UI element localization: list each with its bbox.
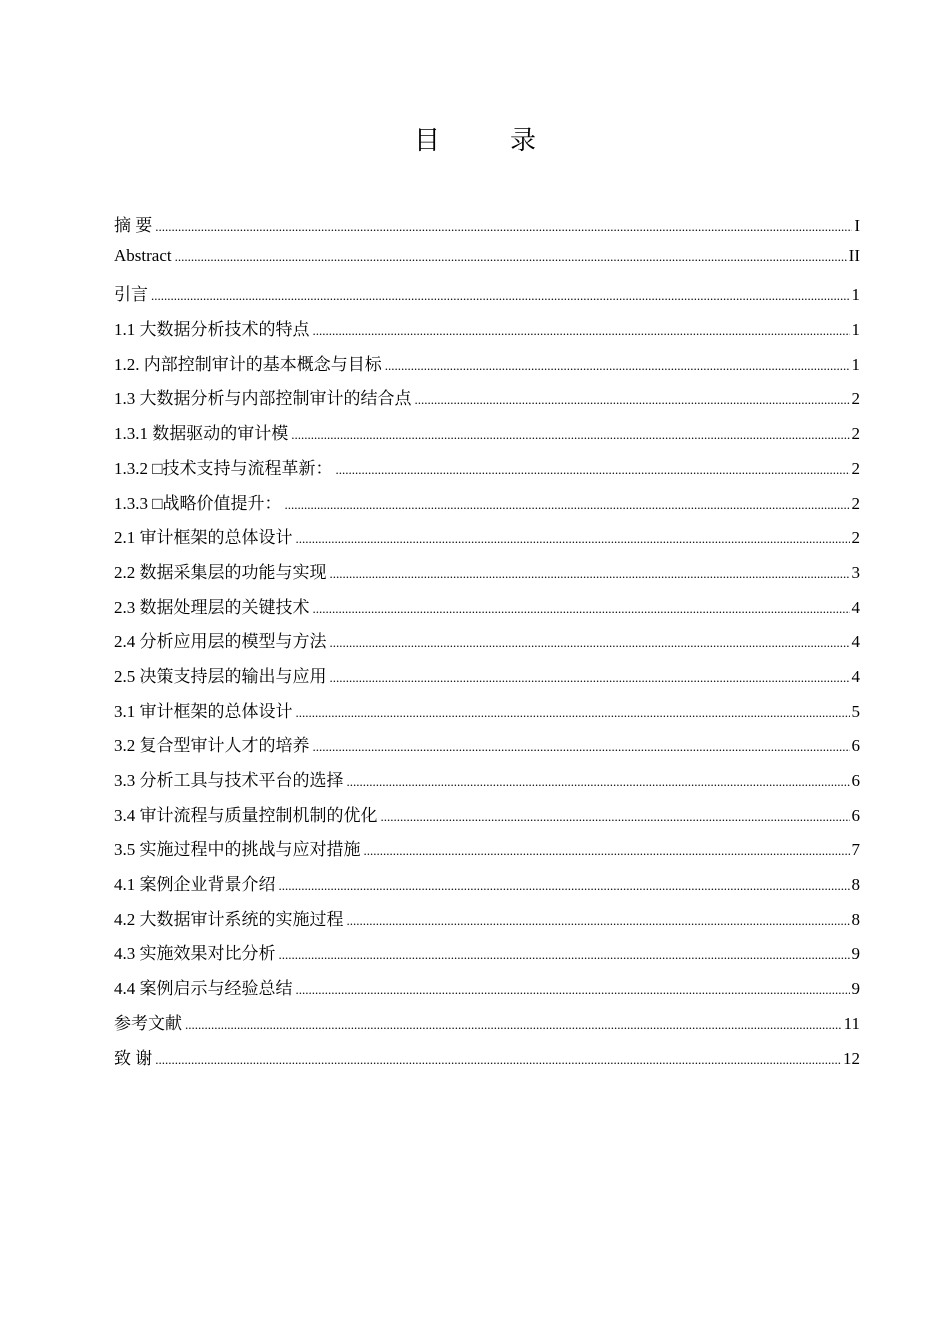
toc-entry-page: 12 — [843, 1048, 860, 1068]
toc-entry-1-3-2[interactable] — [114, 454, 860, 489]
toc-entry-3-4[interactable] — [114, 801, 860, 836]
toc-entry-label: 2.2 数据采集层的功能与实现 — [114, 562, 327, 582]
toc-entry-label: 2.5 决策支持层的输出与应用 — [114, 666, 327, 686]
toc-leader-dots — [296, 982, 850, 998]
toc-entry-page: 2 — [851, 528, 860, 548]
toc-leader-dots — [155, 219, 852, 235]
toc-leader-dots — [185, 1017, 842, 1033]
toc-entry-2-5[interactable] — [114, 662, 860, 697]
toc-entry-2-3[interactable] — [114, 593, 860, 628]
toc-entry-page: 2 — [851, 424, 860, 444]
toc-entry-label: 1.3.3 □战略价值提升： — [114, 493, 282, 513]
toc-leader-dots — [279, 947, 850, 963]
toc-entry-1-1[interactable] — [114, 315, 860, 350]
toc-entry-label: 4.2 大数据审计系统的实施过程 — [114, 909, 344, 929]
toc-entry-1-3-1[interactable] — [114, 419, 860, 454]
toc-leader-dots — [313, 739, 850, 755]
toc-leader-dots — [364, 843, 850, 859]
toc-entry-label: 1.3.1 数据驱动的审计模 — [114, 424, 289, 444]
toc-leader-dots — [313, 601, 850, 617]
toc-entry-4-4[interactable] — [114, 974, 860, 1009]
toc-leader-dots — [347, 913, 850, 929]
toc-entry-3-2[interactable] — [114, 731, 860, 766]
toc-entry-references[interactable] — [114, 1009, 860, 1044]
toc-leader-dots — [296, 705, 850, 721]
toc-leader-dots — [385, 358, 850, 374]
toc-entry-label: 3.5 实施过程中的挑战与应对措施 — [114, 840, 361, 860]
toc-entry-acknowledgements[interactable] — [114, 1044, 860, 1079]
toc-entry-page: 8 — [851, 875, 860, 895]
toc-entry-1-3[interactable] — [114, 384, 860, 419]
toc-entry-page: 8 — [851, 909, 860, 929]
toc-entry-introduction[interactable] — [114, 280, 860, 315]
toc-list — [114, 211, 860, 1078]
toc-leader-dots — [330, 670, 850, 686]
toc-entry-page: 1 — [851, 320, 860, 340]
toc-entry-label: 4.1 案例企业背景介绍 — [114, 875, 276, 895]
toc-entry-4-3[interactable] — [114, 939, 860, 974]
toc-entry-label: 3.1 审计框架的总体设计 — [114, 701, 293, 721]
toc-entry-page: II — [848, 245, 860, 265]
toc-leader-dots — [415, 392, 850, 408]
toc-entry-page: I — [854, 216, 860, 235]
toc-entry-4-2[interactable] — [114, 905, 860, 940]
toc-entry-3-3[interactable] — [114, 766, 860, 801]
toc-leader-dots — [336, 462, 850, 478]
toc-entry-label: 1.3 大数据分析与内部控制审计的结合点 — [114, 389, 412, 409]
toc-leader-dots — [347, 774, 850, 790]
toc-entry-2-2[interactable] — [114, 558, 860, 593]
toc-leader-dots — [296, 531, 850, 547]
toc-entry-page: 9 — [851, 979, 860, 999]
toc-leader-dots — [155, 1052, 841, 1068]
toc-entry-label: 3.3 分析工具与技术平台的选择 — [114, 771, 344, 790]
toc-entry-page: 6 — [851, 805, 860, 825]
toc-leader-dots — [279, 878, 850, 894]
toc-entry-label: 4.3 实施效果对比分析 — [114, 944, 276, 964]
toc-entry-page: 2 — [851, 458, 860, 478]
toc-leader-dots — [381, 809, 850, 825]
toc-entry-label: 3.4 审计流程与质量控制机制的优化 — [114, 805, 378, 825]
toc-entry-page: 9 — [851, 944, 860, 964]
toc-entry-page: 4 — [851, 597, 860, 617]
toc-entry-label: 致 谢 — [114, 1048, 153, 1068]
toc-leader-dots — [175, 249, 847, 265]
toc-leader-dots — [291, 427, 849, 443]
toc-entry-page: 6 — [851, 771, 860, 790]
toc-entry-label: 引言 — [114, 285, 148, 305]
toc-entry-2-1[interactable] — [114, 523, 860, 558]
toc-entry-3-1[interactable] — [114, 697, 860, 732]
toc-entry-page: 11 — [843, 1013, 860, 1033]
toc-entry-page: 5 — [851, 701, 860, 721]
toc-entry-label: 2.1 审计框架的总体设计 — [114, 528, 293, 548]
toc-entry-2-4[interactable] — [114, 627, 860, 662]
toc-entry-3-5[interactable] — [114, 835, 860, 870]
toc-leader-dots — [285, 497, 850, 513]
toc-entry-label: 摘 要 — [114, 216, 153, 235]
toc-entry-page: 2 — [851, 389, 860, 409]
toc-entry-label: 2.3 数据处理层的关键技术 — [114, 597, 310, 617]
toc-entry-label: 2.4 分析应用层的模型与方法 — [114, 632, 327, 652]
toc-entry-1-2[interactable] — [114, 350, 860, 385]
toc-entry-page: 1 — [851, 354, 860, 374]
toc-entry-page: 6 — [851, 736, 860, 756]
toc-entry-label: 参考文献 — [114, 1013, 182, 1033]
toc-entry-page: 4 — [851, 666, 860, 686]
toc-leader-dots — [313, 323, 850, 339]
toc-entry-label: 3.2 复合型审计人才的培养 — [114, 736, 310, 756]
toc-entry-label: 4.4 案例启示与经验总结 — [114, 979, 293, 999]
toc-entry-label: 1.1 大数据分析技术的特点 — [114, 320, 310, 340]
toc-entry-page: 2 — [851, 493, 860, 513]
toc-title: 目 录 — [413, 126, 558, 156]
toc-entry-1-3-3[interactable] — [114, 489, 860, 524]
toc-leader-dots — [330, 566, 850, 582]
toc-entry-page: 3 — [851, 562, 860, 582]
toc-entry-page: 4 — [851, 632, 860, 652]
toc-entry-label: Abstract — [114, 245, 172, 265]
toc-entry-page: 1 — [851, 285, 860, 305]
toc-entry-label: 1.2. 内部控制审计的基本概念与目标 — [114, 354, 382, 374]
toc-entry-label: 1.3.2 □技术支持与流程革新： — [114, 458, 333, 478]
toc-leader-dots — [330, 635, 850, 651]
toc-entry-page: 7 — [851, 840, 860, 860]
toc-leader-dots — [151, 288, 850, 304]
toc-entry-abstract-cn[interactable] — [114, 211, 860, 246]
toc-entry-abstract-en[interactable] — [114, 246, 860, 281]
toc-entry-4-1[interactable] — [114, 870, 860, 905]
